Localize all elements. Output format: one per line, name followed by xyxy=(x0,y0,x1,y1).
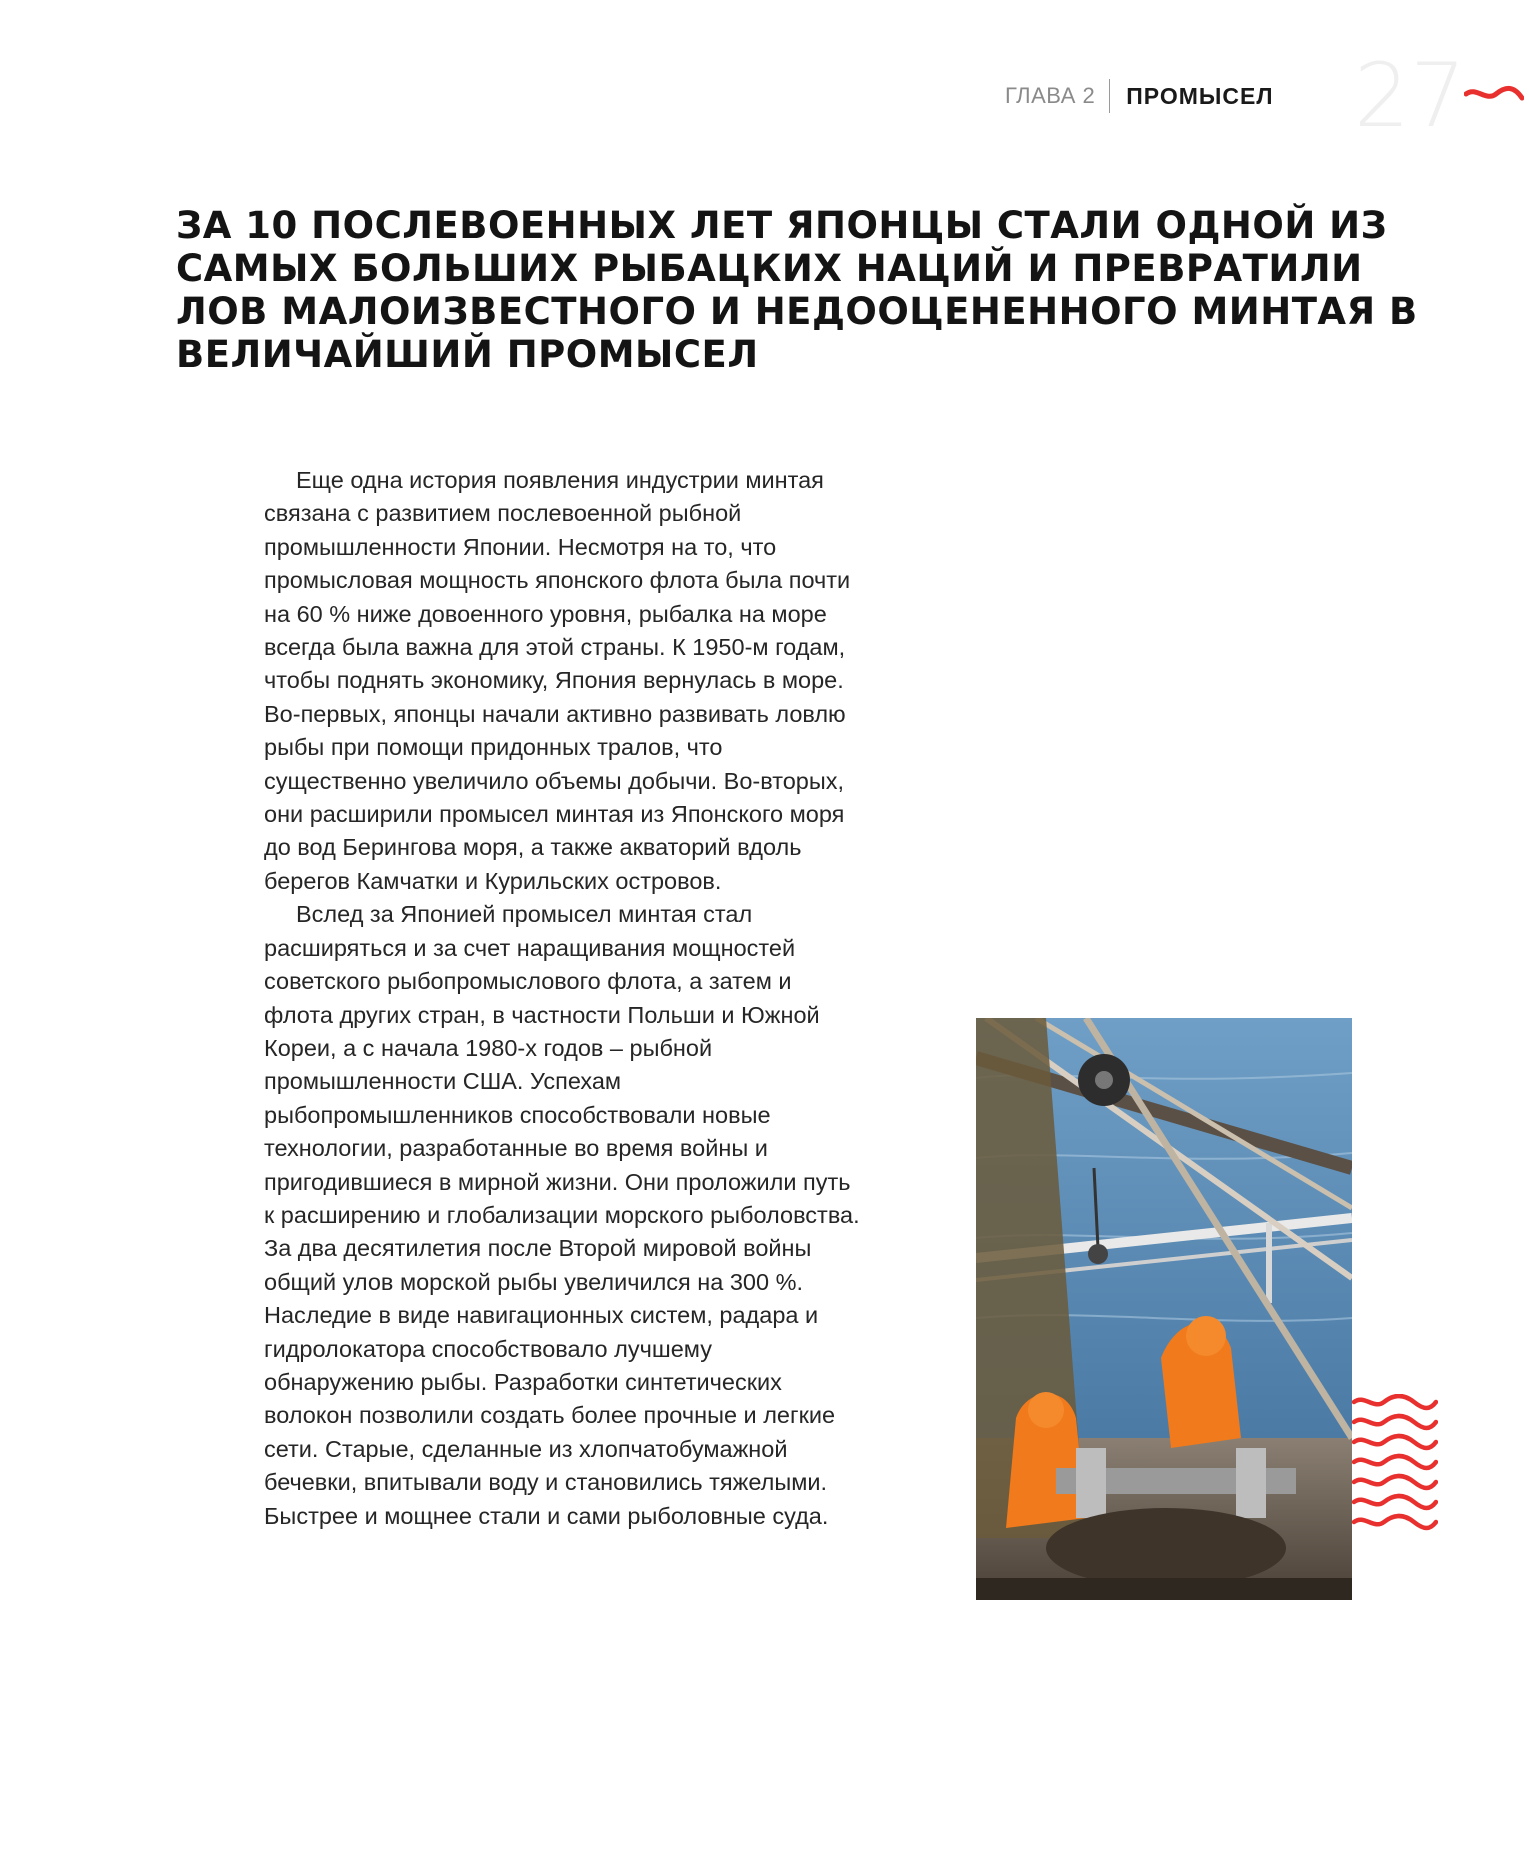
red-wave-icon xyxy=(1464,84,1524,114)
running-head xyxy=(1005,76,1274,116)
header-divider xyxy=(1109,79,1110,113)
chapter-label: ГЛАВА 2 xyxy=(1005,83,1096,108)
paragraph: Еще одна история появления индустрии минтая связана с развитием послевоенной рыбной промышленности Японии. Несмотря на то, что промысловая мощность японского флота была почти на 60 % ниже довоенного уровня, рыбалка на море всегда была важна для этой страны. К 1950-м годам, чтобы поднять экономику, Япония вернулась в море. Во-первых, японцы начали активно развивать ловлю рыбы при помощи придонных тралов, что существенно увеличило объемы добычи. Во-вторых, они расширили промысел минтая из Японского моря до вод Берингова моря, а также акваторий вдоль берегов Камчатки и Курильских островов. xyxy=(264,467,851,894)
page-number: 27 xyxy=(1354,44,1466,147)
red-waves-decoration xyxy=(1352,1394,1438,1544)
article-body xyxy=(264,464,864,1533)
chapter-name: ПРОМЫСЕЛ xyxy=(1126,82,1274,109)
fishing-vessel-photo xyxy=(976,1018,1352,1600)
headline: ЗА 10 ПОСЛЕВОЕННЫХ ЛЕТ ЯПОНЦЫ СТАЛИ ОДНОЙ ИЗ САМЫХ БОЛЬШИХ РЫБАЦКИХ НАЦИЙ И ПРЕВРАТИЛИ ЛОВ МАЛОИЗВЕСТНОГО И НЕДООЦЕНЕННОГО МИНТАЯ В ВЕЛИЧАЙШИЙ ПРОМЫСЕЛ xyxy=(176,204,1418,376)
paragraph: Вслед за Японией промысел минтая стал расширяться и за счет наращивания мощностей советского рыбопромыслового флота, а затем и флота других стран, в частности Польши и Южной Кореи, а с начала 1980-х годов – рыбной промышленности США. Успехам рыбопромышленников способствовали новые технологии, разработанные во время войны и пригодившиеся в мирной жизни. Они проложили путь к расширению и глобализации морского рыболовства. За два десятилетия после Второй мировой войны общий улов морской рыбы увеличился на 300 %. Наследие в виде навигационных систем, радара и гидролокатора способствовало лучшему обнаружению рыбы. Разработки синтетических волокон позволили создать более прочные и легкие сети. Старые, сделанные из хлопчатобумажной бечевки, впитывали воду и становились тяжелыми. Быстрее и мощнее стали и сами рыболовные суда. xyxy=(264,901,860,1529)
